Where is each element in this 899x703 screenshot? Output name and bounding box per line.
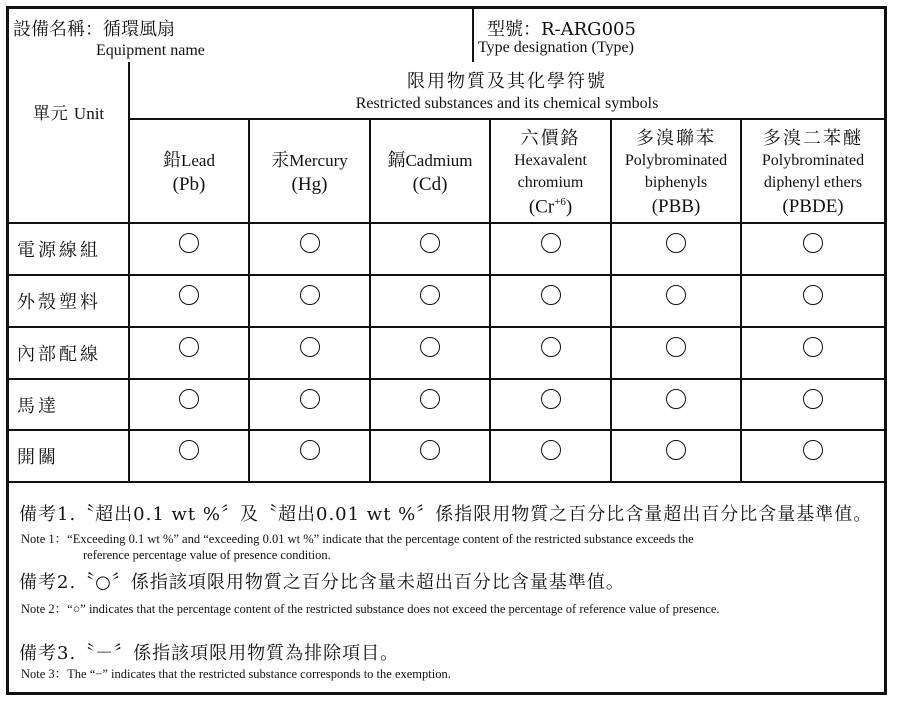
- header-divider: [472, 9, 474, 62]
- part-name: 電源線組: [9, 223, 129, 275]
- equipment-name-en: Equipment name: [96, 42, 205, 59]
- circle-icon: [666, 337, 686, 357]
- circle-icon: [300, 233, 320, 253]
- note2-en: Note 2：“○” indicates that the percentage content of the restricted substance does not exceed the percentage of reference value of presence.: [21, 602, 720, 616]
- mark-cell: [129, 327, 249, 379]
- circle-icon: [541, 389, 561, 409]
- substance-zh: 汞: [271, 150, 290, 171]
- substance-symbol: (PBDE): [782, 196, 844, 217]
- circle-icon: [179, 285, 199, 305]
- note3-en: Note 3：The “−” indicates that the restricted substance corresponds to the exemption.: [21, 667, 451, 681]
- unit-header-en: Unit: [73, 103, 105, 123]
- substance-en: Lead: [181, 151, 215, 170]
- mark-cell: [370, 379, 490, 430]
- type-designation-en: Type designation (Type): [478, 39, 634, 56]
- mark-cell: [741, 430, 884, 482]
- substances-group-header: [129, 62, 884, 119]
- table-row: [9, 275, 884, 327]
- mark-cell: [490, 379, 611, 430]
- substance-header-lead: [129, 119, 249, 223]
- substance-zh: 多溴二苯醚: [763, 128, 864, 149]
- circle-icon: [179, 233, 199, 253]
- mark-cell: [370, 430, 490, 482]
- substance-en: Cadmium: [405, 151, 473, 170]
- mark-cell: [741, 379, 884, 430]
- mark-cell: [611, 430, 741, 482]
- circle-icon: [666, 285, 686, 305]
- group-header-zh: 限用物質及其化學符號: [407, 71, 608, 92]
- circle-icon: [666, 389, 686, 409]
- group-header-en: Restricted substances and its chemical symbols: [355, 95, 659, 112]
- circle-icon: [300, 337, 320, 357]
- mark-cell: [129, 379, 249, 430]
- mark-cell: [741, 327, 884, 379]
- mark-cell: [129, 430, 249, 482]
- document-header: [9, 9, 884, 62]
- mark-cell: [611, 327, 741, 379]
- mark-cell: [490, 275, 611, 327]
- mark-cell: [741, 275, 884, 327]
- circle-icon: [420, 285, 440, 305]
- note1-en-continued: reference percentage value of presence condition.: [83, 548, 331, 562]
- substance-symbol: (Hg): [291, 174, 328, 195]
- mark-cell: [490, 223, 611, 275]
- circle-icon: [666, 440, 686, 460]
- substance-header-hexavalent-chromium: [490, 119, 611, 223]
- mark-cell: [249, 223, 370, 275]
- substance-en: Mercury: [289, 151, 348, 170]
- mark-cell: [370, 327, 490, 379]
- document-frame: [6, 6, 887, 695]
- circle-icon: [803, 285, 823, 305]
- mark-cell: [370, 223, 490, 275]
- substance-symbol: (Pb): [172, 174, 206, 195]
- part-name: 馬達: [9, 379, 129, 430]
- symbol-superscript: +6: [554, 195, 566, 208]
- mark-cell: [370, 275, 490, 327]
- circle-icon: [179, 337, 199, 357]
- part-name: 開關: [9, 430, 129, 482]
- circle-icon: [179, 440, 199, 460]
- note2-zh: 備考2.〝○〞係指該項限用物質之百分比含量未超出百分比含量基準值。: [19, 572, 625, 593]
- part-name: 內部配線: [9, 327, 129, 379]
- substance-zh: 鉛: [163, 150, 181, 171]
- table-row: [9, 379, 884, 430]
- substance-zh: 多溴聯苯: [636, 128, 716, 149]
- circle-icon: [803, 337, 823, 357]
- mark-cell: [249, 327, 370, 379]
- circle-icon: [541, 233, 561, 253]
- circle-icon: [541, 440, 561, 460]
- circle-icon: [666, 233, 686, 253]
- substance-en: Polybrominated diphenyl ethers: [761, 152, 865, 191]
- substance-zh: 鎘: [387, 150, 406, 171]
- substance-en: Polybrominated biphenyls: [624, 152, 728, 191]
- mark-cell: [249, 430, 370, 482]
- substance-header-cadmium: [370, 119, 490, 223]
- circle-icon: [179, 389, 199, 409]
- unit-header-zh: 單元: [32, 103, 69, 124]
- mark-cell: [611, 223, 741, 275]
- unit-header: [9, 62, 129, 223]
- circle-icon: [300, 285, 320, 305]
- equipment-name-zh: 設備名稱：循環風扇: [13, 19, 175, 40]
- note3-zh: 備考3.〝－〞係指該項限用物質為排除項目。: [19, 643, 400, 664]
- substance-header-mercury: [249, 119, 370, 223]
- mark-cell: [490, 327, 611, 379]
- substance-zh: 六價鉻: [520, 127, 581, 149]
- mark-cell: [249, 275, 370, 327]
- restricted-substances-table: [9, 62, 884, 483]
- substance-en: Hexavalent chromium: [514, 151, 587, 191]
- mark-cell: [611, 379, 741, 430]
- type-designation-zh: 型號：R-ARG005: [487, 19, 636, 40]
- circle-icon: [541, 337, 561, 357]
- circle-icon: [420, 389, 440, 409]
- mark-cell: [490, 430, 611, 482]
- circle-icon: [420, 440, 440, 460]
- substance-header-pbde: [741, 119, 884, 223]
- table-row: [9, 223, 884, 275]
- substance-symbol: [491, 196, 610, 218]
- table-row: [9, 430, 884, 482]
- mark-cell: [611, 275, 741, 327]
- circle-icon: [803, 233, 823, 253]
- mark-cell: [129, 275, 249, 327]
- substance-symbol: (Cd): [412, 174, 448, 195]
- circle-icon: [300, 440, 320, 460]
- note1-zh: 備考1.〝超出0.1 wt %〞及〝超出0.01 wt %〞係指限用物質之百分比含量超出百分比含量基準值。: [19, 504, 873, 525]
- symbol-base: (Cr: [528, 196, 555, 218]
- symbol-close: ): [565, 196, 573, 218]
- circle-icon: [420, 233, 440, 253]
- circle-icon: [803, 389, 823, 409]
- mark-cell: [129, 223, 249, 275]
- substance-symbol: (PBB): [651, 196, 701, 217]
- substance-header-pbb: [611, 119, 741, 223]
- circle-icon: [300, 389, 320, 409]
- mark-cell: [249, 379, 370, 430]
- mark-cell: [741, 223, 884, 275]
- note1-en: Note 1：“Exceeding 0.1 wt %” and “exceeding 0.01 wt %” indicate that the percentage content of the restricted substance exceeds the: [21, 532, 694, 546]
- table-row: [9, 327, 884, 379]
- circle-icon: [541, 285, 561, 305]
- circle-icon: [420, 337, 440, 357]
- part-name: 外殼塑料: [9, 275, 129, 327]
- circle-icon: [803, 440, 823, 460]
